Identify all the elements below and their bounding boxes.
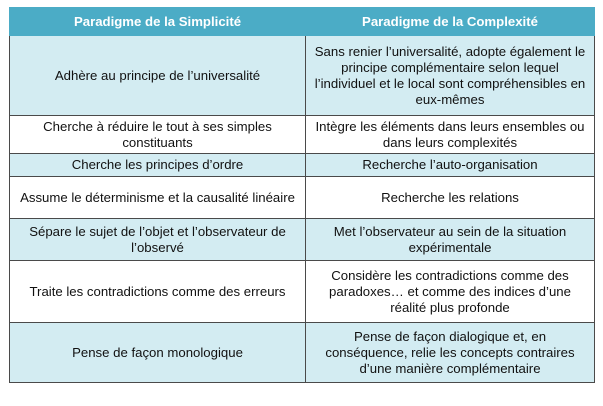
complexity-cell: Recherche l’auto-organisation (306, 154, 595, 177)
simplicity-cell: Pense de façon monologique (10, 323, 306, 383)
table-row (10, 323, 595, 383)
complexity-cell: Considère les contradictions comme des paradoxes… et comme des indices d’une réalité plus profonde (306, 261, 595, 323)
header-complexity: Paradigme de la Complexité (306, 8, 595, 36)
comparison-table-container (9, 7, 594, 383)
complexity-cell: Intègre les éléments dans leurs ensembles ou dans leurs complexités (306, 116, 595, 154)
table-row (10, 261, 595, 323)
table-header-row (10, 8, 595, 36)
simplicity-cell: Cherche les principes d’ordre (10, 154, 306, 177)
simplicity-cell: Adhère au principe de l’universalité (10, 36, 306, 116)
table-row (10, 116, 595, 154)
complexity-cell: Pense de façon dialogique et, en conséquence, relie les concepts contraires d’une manière complémentaire (306, 323, 595, 383)
table-row (10, 154, 595, 177)
header-simplicity: Paradigme de la Simplicité (10, 8, 306, 36)
complexity-cell: Sans renier l’universalité, adopte également le principe complémentaire selon lequel l’individuel et le local sont compréhensibles en eux-mêmes (306, 36, 595, 116)
complexity-cell: Met l’observateur au sein de la situation expérimentale (306, 219, 595, 261)
complexity-cell: Recherche les relations (306, 177, 595, 219)
paradigm-comparison-table (9, 7, 595, 383)
simplicity-cell: Assume le déterminisme et la causalité linéaire (10, 177, 306, 219)
simplicity-cell: Cherche à réduire le tout à ses simples constituants (10, 116, 306, 154)
simplicity-cell: Sépare le sujet de l’objet et l’observateur de l’observé (10, 219, 306, 261)
table-row (10, 177, 595, 219)
simplicity-cell: Traite les contradictions comme des erreurs (10, 261, 306, 323)
table-row (10, 36, 595, 116)
table-row (10, 219, 595, 261)
